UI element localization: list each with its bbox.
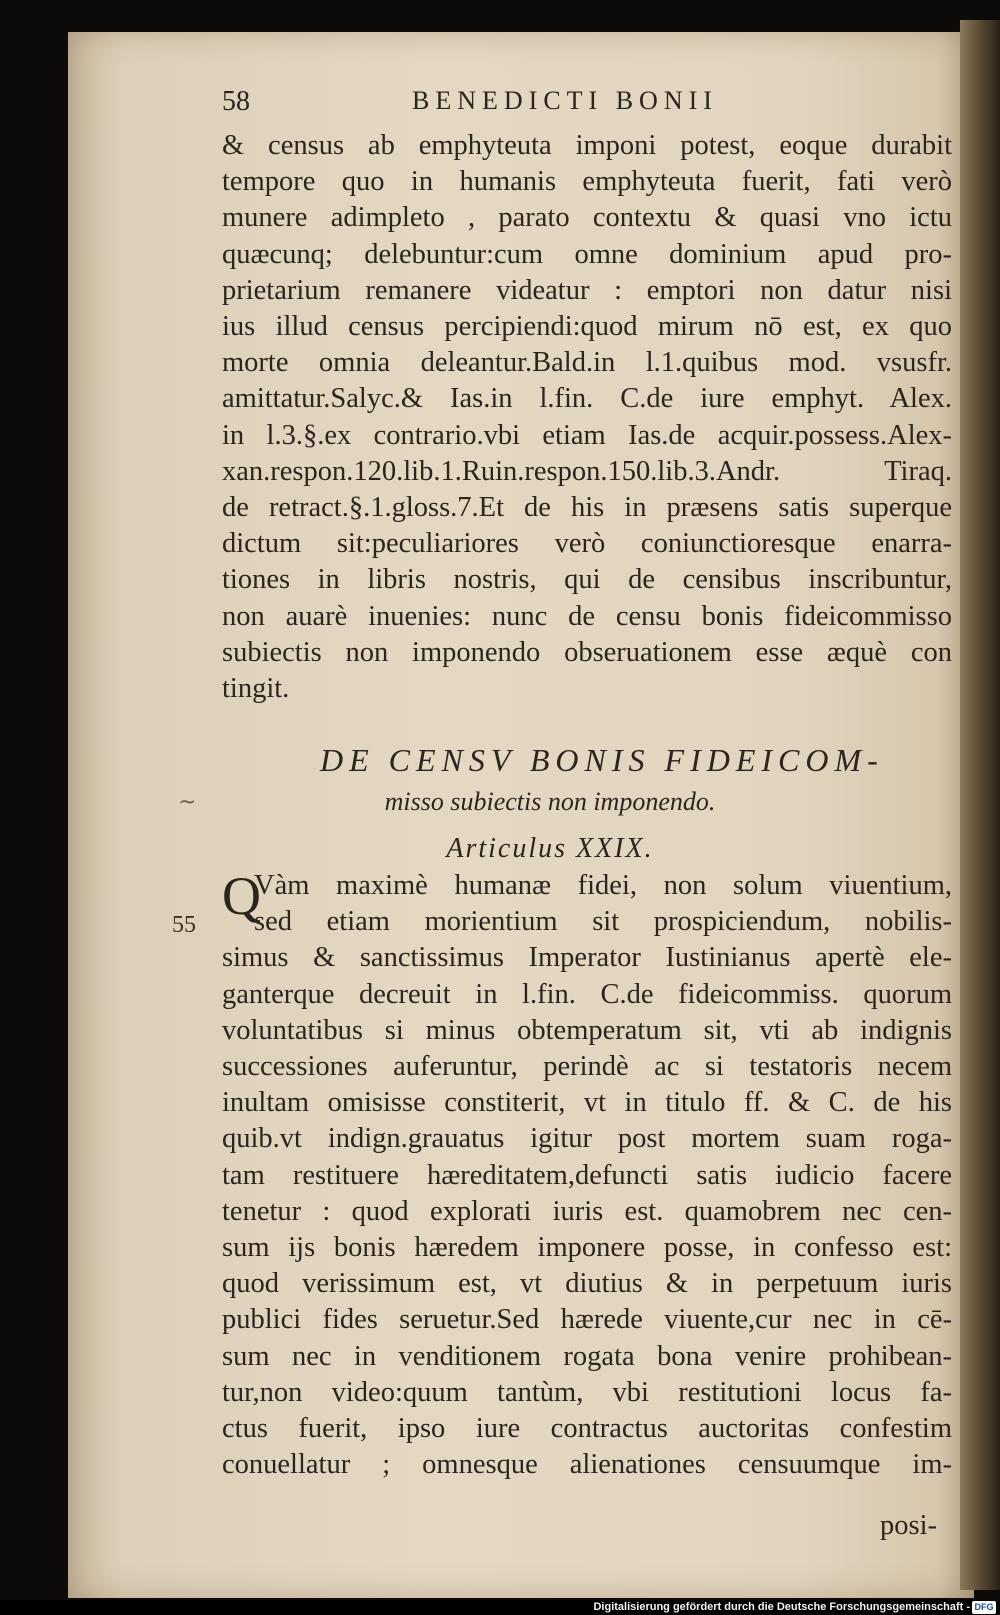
- text-line: quæcunq; delebuntur:cum omne dominium apud pro-: [222, 238, 952, 270]
- text-line: in l.3.§.ex contrario.vbi etiam Ias.de acquir.possess.Alex-: [222, 419, 952, 451]
- text-line: quib.vt indign.grauatus igitur post mortem suam roga-: [222, 1123, 952, 1155]
- page-header: [222, 86, 762, 126]
- text-line: inultam omisisse constiterit, vt in titulo ff. & C. de his: [222, 1087, 952, 1119]
- text-line: simus & sanctissimus Imperator Iustinianus apertè ele-: [222, 942, 952, 974]
- running-head: BENEDICTI BONII: [412, 86, 718, 115]
- text-line: tenetur : quod explorati iuris est. quamobrem nec cen-: [222, 1195, 952, 1227]
- text-line: prietarium remanere videatur : emptori non datur nisi: [222, 274, 952, 306]
- text-line: voluntatibus si minus obtemperatum sit, vti ab indignis: [222, 1014, 952, 1046]
- text-line: de retract.§.1.gloss.7.Et de his in præsens satis superque: [222, 492, 952, 524]
- drop-cap: Q: [222, 866, 261, 926]
- text-line: ganterque decreuit in l.fin. C.de fideicommiss. quorum: [222, 978, 952, 1010]
- text-line: amittatur.Salyc.& Ias.in l.fin. C.de iure emphyt. Alex.: [222, 383, 952, 415]
- section-title-line-1: DE CENSV BONIS FIDEICOM-: [320, 742, 884, 778]
- text-line: quod verissimum est, vt diutius & in perpetuum iuris: [222, 1268, 952, 1300]
- paragraph-2: [222, 868, 952, 1483]
- text-line: tiones in libris nostris, qui de censibus inscribuntur,: [222, 564, 952, 596]
- book-spine-edge: [960, 20, 1000, 1590]
- text-line: ctus fuerit, ipso iure contractus auctoritas confestim: [222, 1413, 952, 1445]
- text-line: non auarè inuenies: nunc de censu bonis fideicommisso: [222, 600, 952, 632]
- text-line: tempore quo in humanis emphyteuta fuerit, fati verò: [222, 166, 952, 198]
- article-heading: Articulus XXIX.: [446, 833, 654, 864]
- footer-bar: [0, 1600, 1000, 1615]
- section-title: [180, 742, 920, 865]
- catchword: posi-: [880, 1510, 937, 1541]
- margin-mark: ~: [178, 790, 197, 815]
- page-number: 58: [222, 86, 250, 117]
- text-line: publici fides seruetur.Sed hærede viuente,cur nec in cē-: [222, 1304, 952, 1336]
- text-line: sum nec in venditionem rogata bona venire prohibean-: [222, 1340, 952, 1372]
- footer-credit: Digitalisierung gefördert durch die Deutsche Forschungsgemeinschaft -: [593, 1601, 970, 1613]
- text-line: xan.respon.120.lib.1.Ruin.respon.150.lib.3.Andr. Tiraq.: [222, 455, 952, 487]
- text-line: successiones auferuntur, perindè ac si testatoris necem: [222, 1051, 952, 1083]
- section-title-line-2: misso subiectis non imponendo.: [384, 787, 716, 816]
- text-line: munere adimpleto , parato contextu & quasi vno ictu: [222, 202, 952, 234]
- dfg-logo: DFG: [972, 1601, 996, 1614]
- text-line: tingit.: [222, 673, 290, 705]
- text-line: Vàm maximè humanæ fidei, non solum viuentium,: [254, 870, 952, 901]
- text-line: ius illud census percipiendi:quod mirum nō est, ex quo: [222, 311, 952, 343]
- paragraph-1: [222, 128, 952, 707]
- text-line: tam restituere hæreditatem,defuncti satis iudicio facere: [222, 1159, 952, 1191]
- margin-note: 55: [172, 912, 196, 938]
- text-line: dictum sit:peculiariores verò coniunctioresque enarra-: [222, 528, 952, 560]
- text-line: & census ab emphyteuta imponi potest, eoque durabit: [222, 130, 952, 161]
- text-line: subiectis non imponendo obseruationem esse æquè con: [222, 636, 952, 668]
- text-line: conuellatur ; omnesque alienationes censuumque im-: [222, 1449, 952, 1481]
- text-line: sed etiam morientium sit prospiciendum, nobilis-: [254, 906, 952, 938]
- text-line: sum ijs bonis hæredem imponere posse, in confesso est:: [222, 1232, 952, 1264]
- text-line: tur,non video:quum tantùm, vbi restitutioni locus fa-: [222, 1376, 952, 1408]
- text-line: morte omnia deleantur.Bald.in l.1.quibus mod. vsusfr.: [222, 347, 952, 379]
